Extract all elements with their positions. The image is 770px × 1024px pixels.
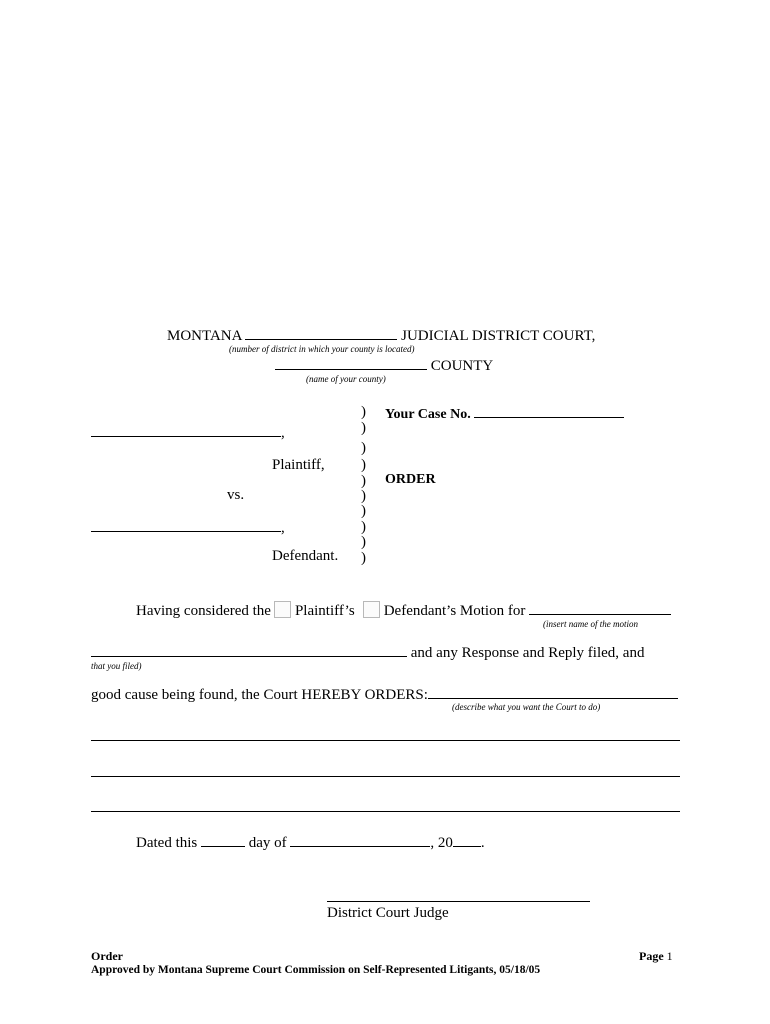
case-number-line [385, 404, 624, 423]
plaintiff-option-label: Plaintiff’s [294, 603, 355, 619]
state-name: MONTANA [167, 328, 242, 344]
comma: , [281, 425, 285, 441]
defendant-label: Defendant. [272, 548, 339, 564]
intro-text: Having considered the [136, 603, 271, 619]
orders-blank-line[interactable] [91, 776, 680, 777]
court-name: JUDICIAL DISTRICT COURT, [401, 328, 596, 344]
defendant-name-line [91, 518, 285, 537]
period: . [480, 835, 485, 851]
paren: ) [361, 488, 366, 504]
paren: ) [361, 503, 366, 519]
plaintiff-checkbox[interactable] [274, 601, 291, 618]
year-prefix: , 20 [430, 835, 453, 851]
county-line [275, 356, 493, 375]
plaintiff-name-line [91, 423, 285, 442]
month-field[interactable] [290, 833, 430, 847]
footer-doc-name: Order [91, 949, 123, 963]
plaintiff-name-field[interactable] [91, 423, 281, 437]
district-number-field[interactable] [245, 326, 397, 340]
comma: , [281, 520, 285, 536]
county-label: COUNTY [430, 358, 494, 374]
footer-page [639, 949, 673, 964]
orders-blank-line[interactable] [91, 811, 680, 812]
plaintiff-label: Plaintiff, [272, 457, 325, 473]
orders-hint: (describe what you want the Court to do) [452, 702, 601, 712]
defendant-name-field[interactable] [91, 518, 281, 532]
orders-blank-line[interactable] [91, 740, 680, 741]
good-cause-text: good cause being found, the Court HEREBY ORDERS: [91, 687, 428, 703]
defendant-option-label: Defendant’s Motion for [383, 603, 526, 619]
orders-field[interactable] [428, 685, 678, 699]
page-number: 1 [666, 949, 673, 963]
judge-label: District Court Judge [327, 905, 449, 921]
motion-hint-1: (insert name of the motion [543, 619, 638, 629]
county-name-field[interactable] [275, 356, 427, 370]
county-hint: (name of your county) [306, 374, 386, 384]
paren: ) [361, 404, 366, 420]
day-of-label: day of [248, 835, 287, 851]
dated-this-label: Dated this [136, 835, 198, 851]
motion-name-field[interactable] [529, 601, 671, 615]
paren: ) [361, 420, 366, 436]
paren: ) [361, 473, 366, 489]
footer-approval: Approved by Montana Supreme Court Commission on Self-Represented Litigants, 05/18/05 [91, 964, 541, 976]
motion-hint-2: that you filed) [91, 661, 142, 671]
order-title: ORDER [385, 472, 436, 487]
paren: ) [361, 550, 366, 566]
paren: ) [361, 519, 366, 535]
paren: ) [361, 457, 366, 473]
defendant-checkbox[interactable] [363, 601, 380, 618]
page-label: Page [639, 949, 664, 963]
motion-name-continued-field[interactable] [91, 643, 407, 657]
case-number-field[interactable] [474, 404, 624, 418]
court-caption-line [167, 326, 595, 345]
case-number-label: Your Case No. [385, 407, 471, 422]
response-text: and any Response and Reply filed, and [410, 645, 645, 661]
district-hint: (number of district in which your county is located) [229, 344, 415, 354]
paren: ) [361, 534, 366, 550]
motion-line [136, 601, 671, 620]
judge-signature-line[interactable] [327, 901, 590, 902]
year-field[interactable] [453, 833, 481, 847]
versus-label: vs. [227, 487, 245, 503]
day-field[interactable] [201, 833, 245, 847]
response-line [91, 643, 644, 662]
paren: ) [361, 440, 366, 456]
dated-line [136, 833, 485, 852]
